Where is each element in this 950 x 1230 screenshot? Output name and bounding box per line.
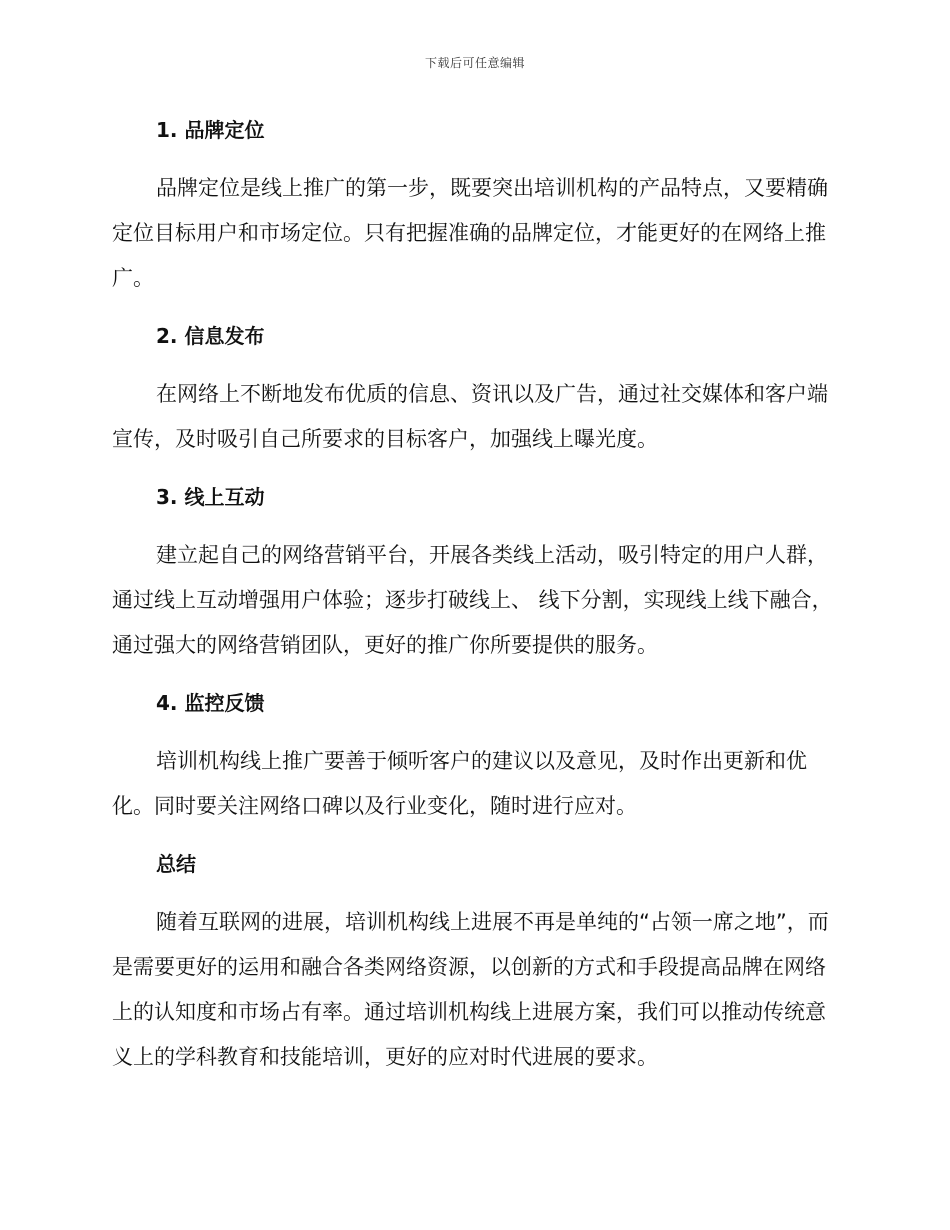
section-body-brand-positioning: 品牌定位是线上推广的第一步，既要突出培训机构的产品特点，又要精确定位目标用户和市场定位。只有把握准确的品牌定位，才能更好的在网络上推广。 — [112, 176, 828, 290]
section-heading-monitoring-feedback: 4. 监控反馈 — [156, 691, 265, 715]
summary-heading: 总结 — [156, 852, 196, 876]
section-heading-brand-positioning: 1. 品牌定位 — [156, 118, 265, 142]
section-body-online-interaction: 建立起自己的网络营销平台，开展各类线上活动，吸引特定的用户人群，通过线上互动增强用户体验；逐步打破线上、 线下分割，实现线上线下融合，通过强大的网络营销团队，更好的推广你所要提供的服务。 — [112, 543, 833, 657]
document-content — [112, 108, 836, 1093]
section-heading-info-release: 2. 信息发布 — [156, 324, 265, 348]
section-body-info-release: 在网络上不断地发布优质的信息、资讯以及广告，通过社交媒体和客户端宣传，及时吸引自己所要求的目标客户，加强线上曝光度。 — [112, 382, 828, 451]
section-heading-online-interaction: 3. 线上互动 — [156, 485, 265, 509]
header-note: 下载后可任意编辑 — [424, 56, 525, 70]
section-body-monitoring-feedback: 培训机构线上推广要善于倾听客户的建议以及意见，及时作出更新和优化。同时要关注网络口碑以及行业变化，随时进行应对。 — [112, 749, 807, 818]
summary-body: 随着互联网的进展，培训机构线上进展不再是单纯的“占领一席之地”，而是需要更好的运用和融合各类网络资源，以创新的方式和手段提高品牌在网络上的认知度和市场占有率。通过培训机构线上进展方案，我们可以推动传统意义上的学科教育和技能培训，更好的应对时代进展的要求。 — [112, 910, 829, 1069]
